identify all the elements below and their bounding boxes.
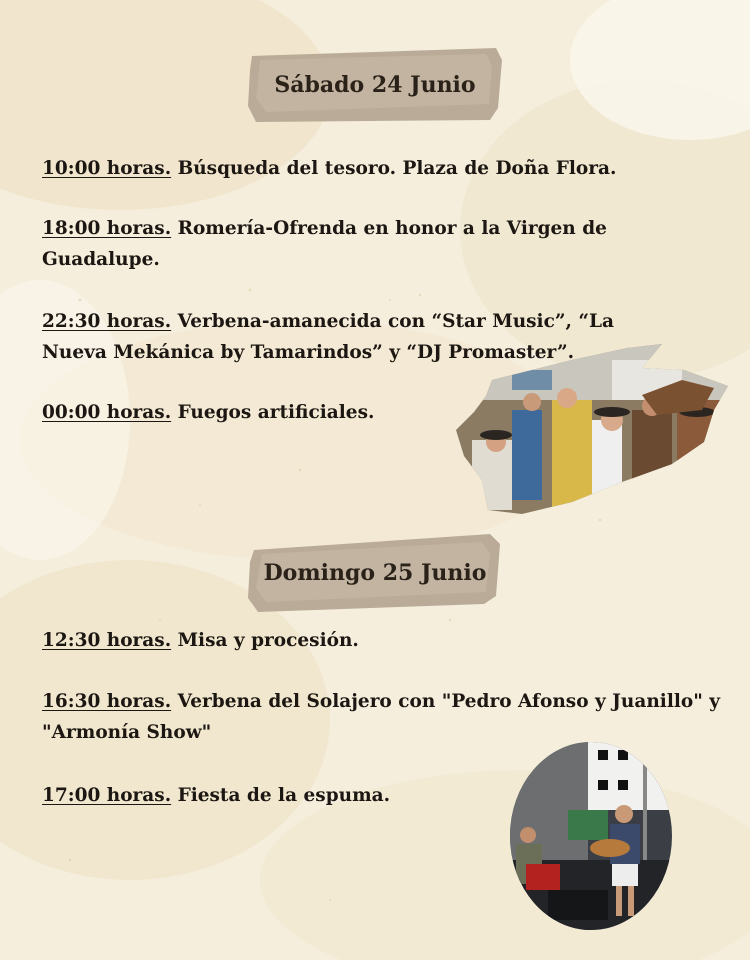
event-time: 10:00 horas. xyxy=(42,158,172,179)
event-time: 12:30 horas. xyxy=(42,630,172,651)
event-saturday-2 xyxy=(42,213,622,275)
concert-photo xyxy=(508,740,674,932)
event-description: Fiesta de la espuma. xyxy=(171,785,391,806)
sunday-heading: Domingo 25 Junio xyxy=(263,560,487,586)
romeria-photo xyxy=(452,340,730,518)
event-time: 17:00 horas. xyxy=(42,785,172,806)
event-description: Fuegos artificiales. xyxy=(171,402,375,423)
saturday-heading-banner xyxy=(246,46,504,124)
event-description: Verbena del Solajero con "Pedro Afonso y Juanillo" y "Armonía Show" xyxy=(42,691,721,743)
saturday-heading: Sábado 24 Junio xyxy=(274,72,476,98)
event-sunday-2 xyxy=(42,686,732,748)
event-saturday-1 xyxy=(42,153,616,184)
event-sunday-3 xyxy=(42,780,390,811)
sunday-heading-banner xyxy=(246,532,504,614)
event-time: 18:00 horas. xyxy=(42,218,172,239)
event-description: Romería-Ofrenda en honor a la Virgen de Guadalupe. xyxy=(42,218,607,270)
event-time: 16:30 horas. xyxy=(42,691,172,712)
event-description: Búsqueda del tesoro. Plaza de Doña Flora. xyxy=(171,158,617,179)
event-time: 22:30 horas. xyxy=(42,311,172,332)
event-time: 00:00 horas. xyxy=(42,402,172,423)
event-sunday-1 xyxy=(42,625,359,656)
event-description: Verbena-amanecida con “Star Music”, “La Nueva Mekánica by Tamarindos” y “DJ Promaster”. xyxy=(42,311,615,363)
event-description: Misa y procesión. xyxy=(171,630,359,651)
event-saturday-4 xyxy=(42,397,374,428)
